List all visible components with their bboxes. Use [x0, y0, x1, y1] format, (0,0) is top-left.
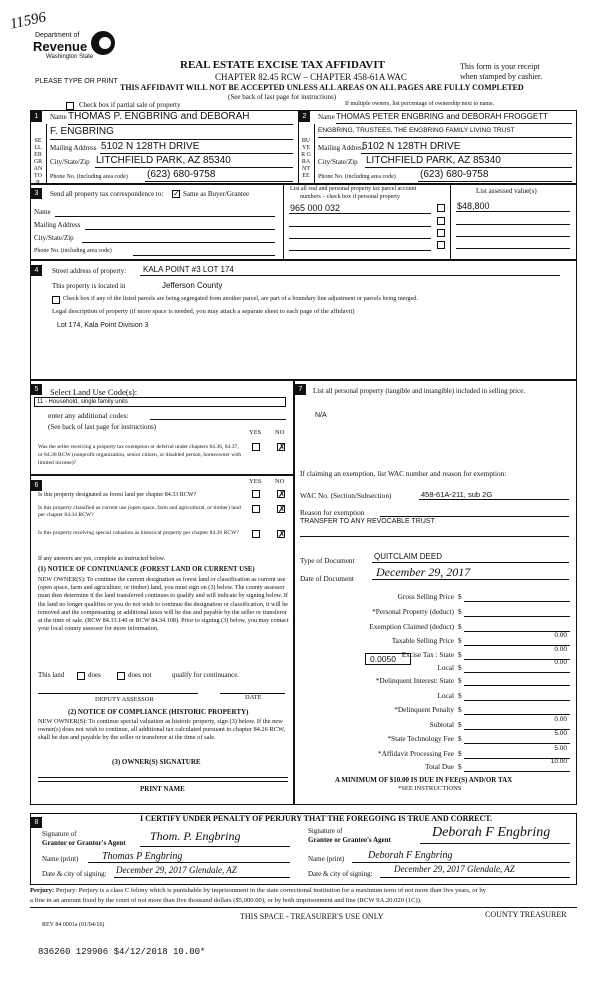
perjury-text-1: Perjury: Perjury is a class C felony which is punishable by imprisonment in the state correctional institution for a maximum term of not more than five years, or by [55, 887, 486, 894]
local-rate-value: 0.0050 [370, 654, 396, 664]
buyer-side-label: BUYER GRANTEE [301, 138, 311, 179]
historic-no-checkbox[interactable]: ✗ [278, 529, 286, 539]
minimum-due-note: A MINIMUM OF $10.00 IS DUE IN FEE(S) AND/OR TAX [335, 776, 513, 784]
buyer-name-label: Name [318, 113, 335, 121]
land-use-title: Select Land Use Code(s): [50, 387, 138, 397]
section-6-number: 6 [31, 480, 42, 491]
grantor-sig-label2: Grantor or Grantor's Agent [42, 839, 126, 847]
section-8-box [30, 813, 577, 885]
parcel-number-1[interactable]: 965 000 032 [290, 203, 341, 213]
grantee-date-label: Date & city of signing: [308, 870, 373, 878]
grantee-date-value[interactable]: December 29, 2017 Glendale, AZ [394, 864, 515, 874]
local-rate-box[interactable] [365, 653, 411, 665]
tax-row-line [464, 743, 570, 744]
buyer-phone-value[interactable]: (623) 680-9758 [420, 169, 489, 180]
print-name-label: PRINT NAME [140, 785, 185, 793]
doc-type-label: Type of Document [300, 556, 355, 565]
seller-name-label: Name [50, 113, 67, 121]
forest-yes-checkbox[interactable] [252, 490, 260, 498]
certify-statement: I CERTIFY UNDER PENALTY OF PERJURY THAT THE FOREGOING IS TRUE AND CORRECT. [140, 814, 493, 823]
tax-row-value[interactable]: 0.00 [554, 632, 567, 639]
land-does-not-label: does not [128, 671, 152, 679]
tax-dollar-sign: $ [458, 607, 462, 616]
tax-row-line [464, 714, 570, 715]
tax-row-label: Local [437, 663, 454, 672]
grantee-sig-label2: Grantee or Grantee's Agent [308, 836, 391, 844]
s3-phone-label: Phone No. (including area code) [34, 248, 112, 254]
section-8-number: 8 [31, 817, 42, 828]
county-value[interactable]: Jefferson County [162, 281, 223, 290]
partial-sale-label: Check box if partial sale of property [79, 101, 181, 109]
perjury-line-2: a fine in an amount fixed by the court of not more than five thousand dollars ($5,000.00), or by both imprisonment and fine (RCW 9A.20.020 (1C)). [30, 897, 422, 904]
section-5-number: 5 [31, 384, 42, 395]
assessor-date-label: DATE [245, 694, 262, 701]
tax-row-line [464, 616, 570, 617]
grantor-date-value[interactable]: December 29, 2017 Glendale, AZ [116, 865, 237, 875]
tax-row-value[interactable]: 0.00 [554, 646, 567, 653]
recording-stamp: 836260 129906 $4/12/2018 10.00* [38, 947, 206, 957]
s6-yes-header: YES [249, 478, 262, 485]
notice-compliance-title: (2) NOTICE OF COMPLIANCE (HISTORIC PROPERTY) [68, 708, 249, 716]
tax-row-line [464, 672, 570, 673]
tax-row-line [464, 601, 570, 602]
tax-dollar-sign: $ [458, 650, 462, 659]
reason-exemption-label: Reason for exemption [300, 508, 365, 517]
assessed-header: List assessed value(s) [476, 187, 537, 195]
tax-dollar-sign: $ [458, 691, 462, 700]
form-warning: THIS AFFIDAVIT WILL NOT BE ACCEPTED UNLESS ALL AREAS ON ALL PAGES ARE FULLY COMPLETED [120, 83, 524, 92]
send-correspondence-label: Send all property tax correspondence to: [50, 190, 164, 198]
corner-id-number: 11596 [8, 9, 48, 33]
tax-dollar-sign: $ [458, 734, 462, 743]
wac-value[interactable]: 458-61A-211, sub 2G [421, 490, 493, 499]
seller-name-line2[interactable]: F. ENGBRING [50, 126, 114, 137]
land-use-code-select[interactable] [34, 397, 286, 407]
section-1-number: 1 [31, 111, 42, 122]
notice-compliance-body: NEW OWNER(S): To continue special valuation as historic property, sign (3) below. If the new owner(s) does not wish to continue, all additional tax calculated pursuant to chapter 84.26 RCW, shall be due and payable by the seller or transferor at the time of sale. [38, 718, 285, 741]
seller-name-line1[interactable]: THOMAS P. ENGBRING and DEBORAH [68, 111, 250, 122]
buyer-city-label: City/State/Zip [318, 158, 358, 166]
grantee-name-value[interactable]: Deborah F Engbring [368, 850, 453, 861]
personal-property-label: List all personal property (tangible and intangible) included in selling price. [313, 387, 526, 395]
s5-no-header: NO [275, 429, 285, 436]
grantee-name-label: Name (print) [308, 855, 345, 863]
owner-signature-label: (3) OWNER(S) SIGNATURE [112, 758, 201, 766]
seller-city-label: City/State/Zip [50, 158, 90, 166]
tax-row-label: *Affidavit Processing Fee [377, 749, 454, 758]
buyer-city-value[interactable]: LITCHFIELD PARK, AZ 85340 [366, 155, 501, 166]
tax-row-label: *Delinquent Penalty [394, 705, 454, 714]
tax-row-value[interactable]: 5.00 [554, 730, 567, 737]
doc-type-value[interactable]: QUITCLAIM DEED [374, 552, 443, 561]
grantor-sig-label: Signature of [42, 830, 77, 838]
located-in-label: This property is located in [52, 282, 126, 290]
section-6-box [30, 475, 294, 805]
buyer-name-line1[interactable]: THOMAS PETER ENGBRING and DEBORAH FROGGETT [336, 112, 549, 121]
s5-yes-header: YES [249, 429, 262, 436]
legal-description-value[interactable]: Lot 174, Kala Point Division 3 [57, 322, 149, 329]
exemption-question: Was the seller receiving a property tax exemption or deferral under chapters 84.36, 84.37, or 84.38 RCW (nonprofit organization, senior citizen, or disabled person, homeowner with limited income)? [38, 444, 242, 466]
same-as-buyer-label: Same as Buyer/Grantee [183, 190, 250, 198]
tax-dollar-sign: $ [458, 676, 462, 685]
grantor-date-label: Date & city of signing: [42, 870, 107, 878]
forest-no-checkbox[interactable]: ✗ [278, 489, 286, 499]
tax-dollar-sign: $ [458, 622, 462, 631]
tax-row-label: *State Technology Fee [387, 734, 454, 743]
parcel-2-personal-checkbox[interactable] [437, 217, 445, 225]
doc-date-label: Date of Document [300, 574, 354, 583]
buyer-mailing-label: Mailing Address [318, 144, 365, 152]
legal-description-label: Legal description of property (if more space is needed, you may attach a separate sheet to each page of the affidavit) [52, 308, 355, 315]
receipt-note-2: when stamped by cashier. [460, 72, 543, 81]
land-use-code-value: 11 - Household, single family units [37, 399, 128, 405]
form-subtitle: CHAPTER 82.45 RCW – CHAPTER 458-61A WAC [215, 72, 407, 82]
agency-logo-icon [91, 31, 115, 55]
s5-exemption-yes-checkbox[interactable] [252, 443, 260, 451]
s3-city-label: City/State/Zip [34, 234, 74, 242]
section-4-box [30, 260, 577, 380]
tax-row-label: Taxable Selling Price [391, 636, 454, 645]
tax-row-label: Subtotal [429, 720, 454, 729]
agency-name: Revenue [33, 39, 88, 54]
agency-line1: Department of [35, 32, 80, 39]
section-3-number: 3 [31, 188, 42, 199]
qualify-continuance-label: qualify for continuance. [172, 671, 240, 679]
tax-row-value[interactable]: 10.00 [550, 758, 567, 765]
current-use-yes-checkbox[interactable] [252, 505, 260, 513]
segregated-label: Check box if any of the listed parcels are being segregated from another parcel, are part of a boundary line adjustment or parcels being merged. [63, 295, 418, 302]
additional-codes-label: enter any additional codes: [48, 411, 129, 420]
s6-no-header: NO [275, 478, 285, 485]
seller-mailing-value[interactable]: 5102 N 128TH DRIVE [101, 141, 200, 152]
current-use-no-checkbox[interactable]: ✗ [278, 504, 286, 514]
parcels-header-2: numbers – check box if personal property [300, 194, 400, 200]
treasurer-space-label: THIS SPACE - TREASURER'S USE ONLY [240, 912, 384, 921]
s5-see-back: (See back of last page for instructions) [48, 423, 157, 431]
grantee-signature[interactable]: Deborah F Engbring [432, 825, 551, 840]
parcel-1-personal-checkbox[interactable] [437, 204, 445, 212]
if-yes-instruction: If any answers are yes, complete as instructed below. [38, 556, 166, 562]
segregated-checkbox[interactable] [52, 296, 60, 304]
see-instructions-note: *SEE INSTRUCTIONS [398, 785, 462, 792]
tax-dollar-sign: $ [458, 749, 462, 758]
multiple-owners-note: If multiple owners, list percentage of ownership next to name. [345, 101, 495, 107]
grantor-signature[interactable]: Thom. P. Engbring [150, 829, 241, 843]
street-address-value[interactable]: KALA POINT #3 LOT 174 [143, 265, 234, 274]
buyer-phone-label: Phone No. (including area code) [318, 174, 396, 180]
wac-label: WAC No. (Section/Subsection) [300, 491, 392, 500]
seller-mailing-label: Mailing Address [50, 144, 97, 152]
deputy-assessor-label: DEPUTY ASSESSOR [95, 696, 154, 703]
section-7-number: 7 [295, 384, 306, 395]
assessed-value-1[interactable]: $48,800 [457, 201, 490, 211]
tax-dollar-sign: $ [458, 705, 462, 714]
section-4-number: 4 [31, 265, 42, 276]
same-as-buyer-checkbox[interactable]: ✓ [173, 189, 180, 198]
tax-row-label: *Delinquent Interest: State [375, 676, 454, 685]
buyer-mailing-value[interactable]: 5102 N 128TH DRIVE [362, 141, 461, 152]
tax-row-value[interactable]: 0.00 [554, 659, 567, 666]
county-treasurer-label: COUNTY TREASURER [485, 910, 567, 919]
personal-property-value[interactable]: N/A [315, 412, 327, 419]
land-does-checkbox[interactable] [77, 672, 85, 680]
parcel-3-personal-checkbox[interactable] [437, 229, 445, 237]
parcel-4-personal-checkbox[interactable] [437, 241, 445, 249]
tax-row-label: Local [437, 691, 454, 700]
historic-yes-checkbox[interactable] [252, 530, 260, 538]
seller-phone-label: Phone No. (including area code) [50, 174, 128, 180]
form-title: REAL ESTATE EXCISE TAX AFFIDAVIT [180, 59, 385, 71]
tax-dollar-sign: $ [458, 592, 462, 601]
tax-dollar-sign: $ [458, 663, 462, 672]
tax-row-label: Excise Tax : State [401, 650, 454, 659]
historic-question: Is this property receiving special valuation as historical property per chapter 84.26 RCW? [38, 530, 239, 536]
grantee-sig-label: Signature of [308, 827, 343, 835]
tax-dollar-sign: $ [458, 720, 462, 729]
claim-exemption-label: If claiming an exemption, list WAC number and reason for exemption: [300, 469, 507, 478]
please-type-label: PLEASE TYPE OR PRINT [35, 78, 118, 85]
tax-row-value[interactable]: 0.00 [554, 716, 567, 723]
tax-row-line [464, 700, 570, 701]
land-does-label: does [88, 671, 101, 679]
seller-side-label: SELLER GRANTOR [33, 138, 43, 186]
land-does-not-checkbox[interactable] [117, 672, 125, 680]
street-address-label: Street address of property: [52, 267, 127, 275]
seller-phone-value[interactable]: (623) 680-9758 [147, 169, 216, 180]
perjury-line-1: Perjury: Perjury: Perjury is a class C felony which is punishable by imprisonment in the state correctional institution for a maximum term of not more than five years, or by [30, 887, 486, 894]
notice-continuance-body: NEW OWNER(S): To continue the current designation as forest land or classification as current use (open space, farm and agriculture, or timber) land, you must sign on (3) below. The county assessor must then determine if the land transferred continues to qualify and will indicate by signing below. If the land no longer qualifies or you do not wish to continue the designation or classification, it will be removed and the compensating or additional taxes will be due and payable by the seller or transferor at the time of sale. (RCW 84.33.140 or RCW 84.34.108). Prior to signing (3) below, you may contact your local county assessor for more information. [38, 576, 289, 633]
tax-row-label: Gross Selling Price [397, 592, 454, 601]
forest-land-question: Is this property designated as forest land per chapter 84.33 RCW? [38, 492, 197, 498]
receipt-note-1: This form is your receipt [460, 62, 540, 71]
see-back-note: (See back of last page for instructions) [228, 93, 337, 101]
tax-row-line [464, 685, 570, 686]
partial-sale-checkbox[interactable] [66, 102, 74, 110]
tax-dollar-sign: $ [458, 636, 462, 645]
reason-exemption-value[interactable]: TRANSFER TO ANY REVOCABLE TRUST [300, 518, 435, 525]
section-2-number: 2 [299, 111, 310, 122]
s5-exemption-no-checkbox[interactable]: ✗ [278, 442, 286, 452]
tax-row-line [464, 771, 570, 772]
form-revision: REV 84 0001a (01/04/16) [42, 922, 105, 928]
tax-row-label: Exemption Claimed (deduct) [369, 622, 454, 631]
s3-name-label: Name [34, 208, 51, 216]
tax-row-value[interactable]: 5.00 [554, 745, 567, 752]
doc-date-value[interactable]: December 29, 2017 [376, 565, 471, 579]
seller-city-value[interactable]: LITCHFIELD PARK, AZ 85340 [96, 155, 231, 166]
tax-dollar-sign: $ [458, 762, 462, 771]
tax-row-label: *Personal Property (deduct) [372, 607, 454, 616]
grantor-name-label: Name (print) [42, 855, 79, 863]
buyer-name-line2[interactable]: ENGBRING, TRUSTEES, THE ENGBRING FAMILY LIVING TRUST [318, 127, 515, 134]
s3-mailing-label: Mailing Address [34, 221, 81, 229]
current-use-question: Is this property classified as current use (open space, farm and agricultural, or timber) land per chapter 84.34 RCW? [38, 505, 241, 518]
notice-continuance-title: (1) NOTICE OF CONTINUANCE (FOREST LAND OR CURRENT USE) [38, 566, 255, 573]
parcels-header-1: List all real and personal property tax parcel account [290, 186, 417, 192]
grantor-name-value[interactable]: Thomas P Engbring [102, 851, 183, 862]
this-land-label: This land [38, 671, 65, 679]
tax-row-label: Total Due [425, 762, 454, 771]
agency-line3: Washington State [46, 54, 94, 60]
